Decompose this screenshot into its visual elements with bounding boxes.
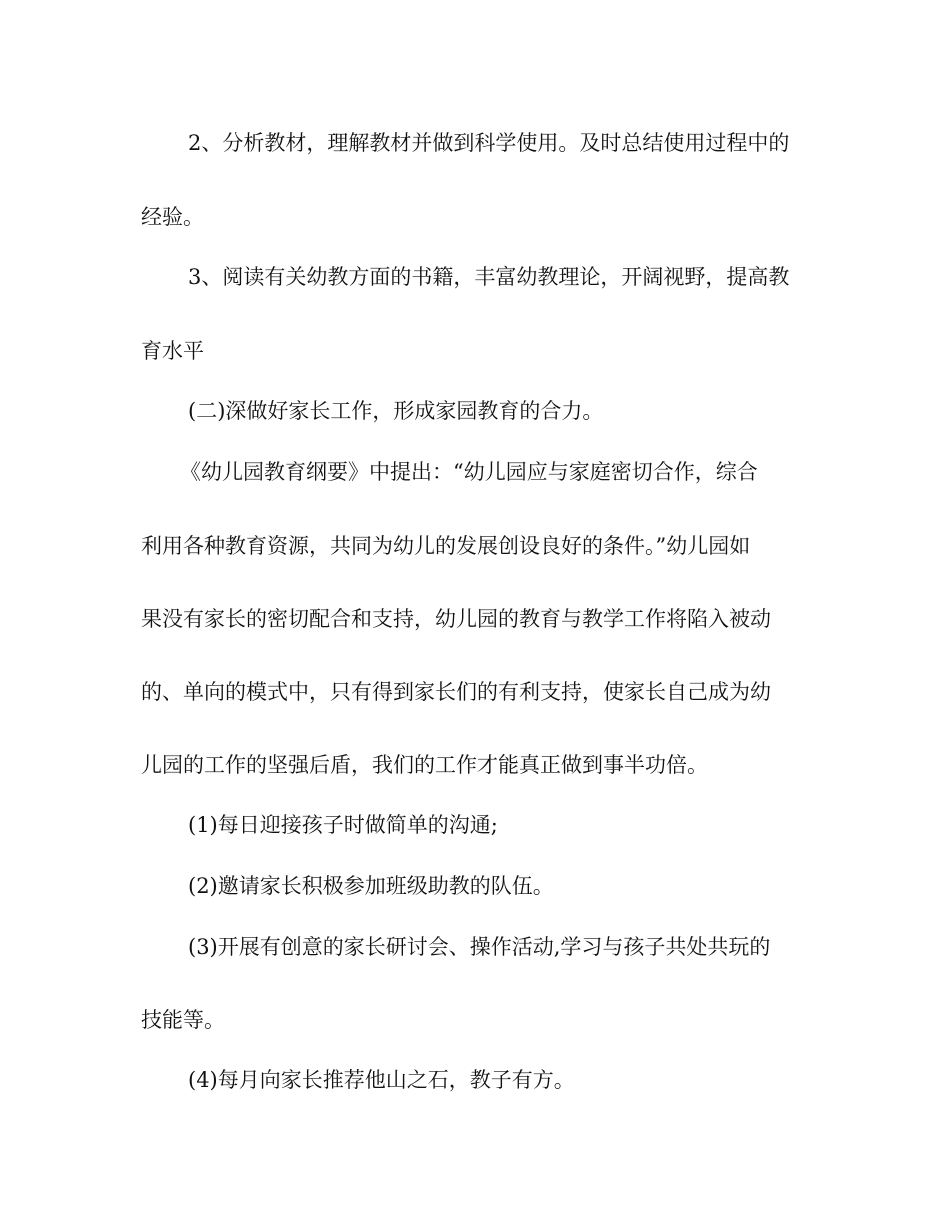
text-line-10: 儿园的工作的坚强后盾，我们的工作才能真正做到事半功倍。: [141, 753, 708, 777]
text-line-7: 利用各种教育资源，共同为幼儿的发展创设良好的条件。”幼儿园如: [141, 534, 751, 558]
list-item-4: (4)每月向家长推荐他山之石，教子有方。: [188, 1068, 575, 1092]
text-line-4: 育水平: [141, 339, 204, 363]
list-item-1: (1)每日迎接孩子时做简单的沟通;: [188, 813, 498, 837]
text-line-2: 经验。: [141, 205, 204, 229]
text-line-6: 《幼儿园教育纲要》中提出：“幼儿园应与家庭密切合作，综合: [180, 460, 758, 484]
text-line-8: 果没有家长的密切配合和支持，幼儿园的教育与教学工作将陷入被动: [141, 607, 771, 631]
section-heading: (二)深做好家长工作，形成家园教育的合力。: [188, 399, 604, 423]
text-line-1: 2、分析教材，理解教材并做到科学使用。及时总结使用过程中的: [188, 131, 790, 155]
list-item-3-continued: 技能等。: [141, 1008, 225, 1032]
text-line-3: 3、阅读有关幼教方面的书籍，丰富幼教理论，开阔视野，提高教: [188, 265, 790, 289]
list-item-2: (2)邀请家长积极参加班级助教的队伍。: [188, 874, 554, 898]
text-line-9: 的、单向的模式中，只有得到家长们的有利支持，使家长自己成为幼: [141, 680, 771, 704]
list-item-3: (3)开展有创意的家长研讨会、操作活动,学习与孩子共处共玩的: [188, 935, 771, 959]
